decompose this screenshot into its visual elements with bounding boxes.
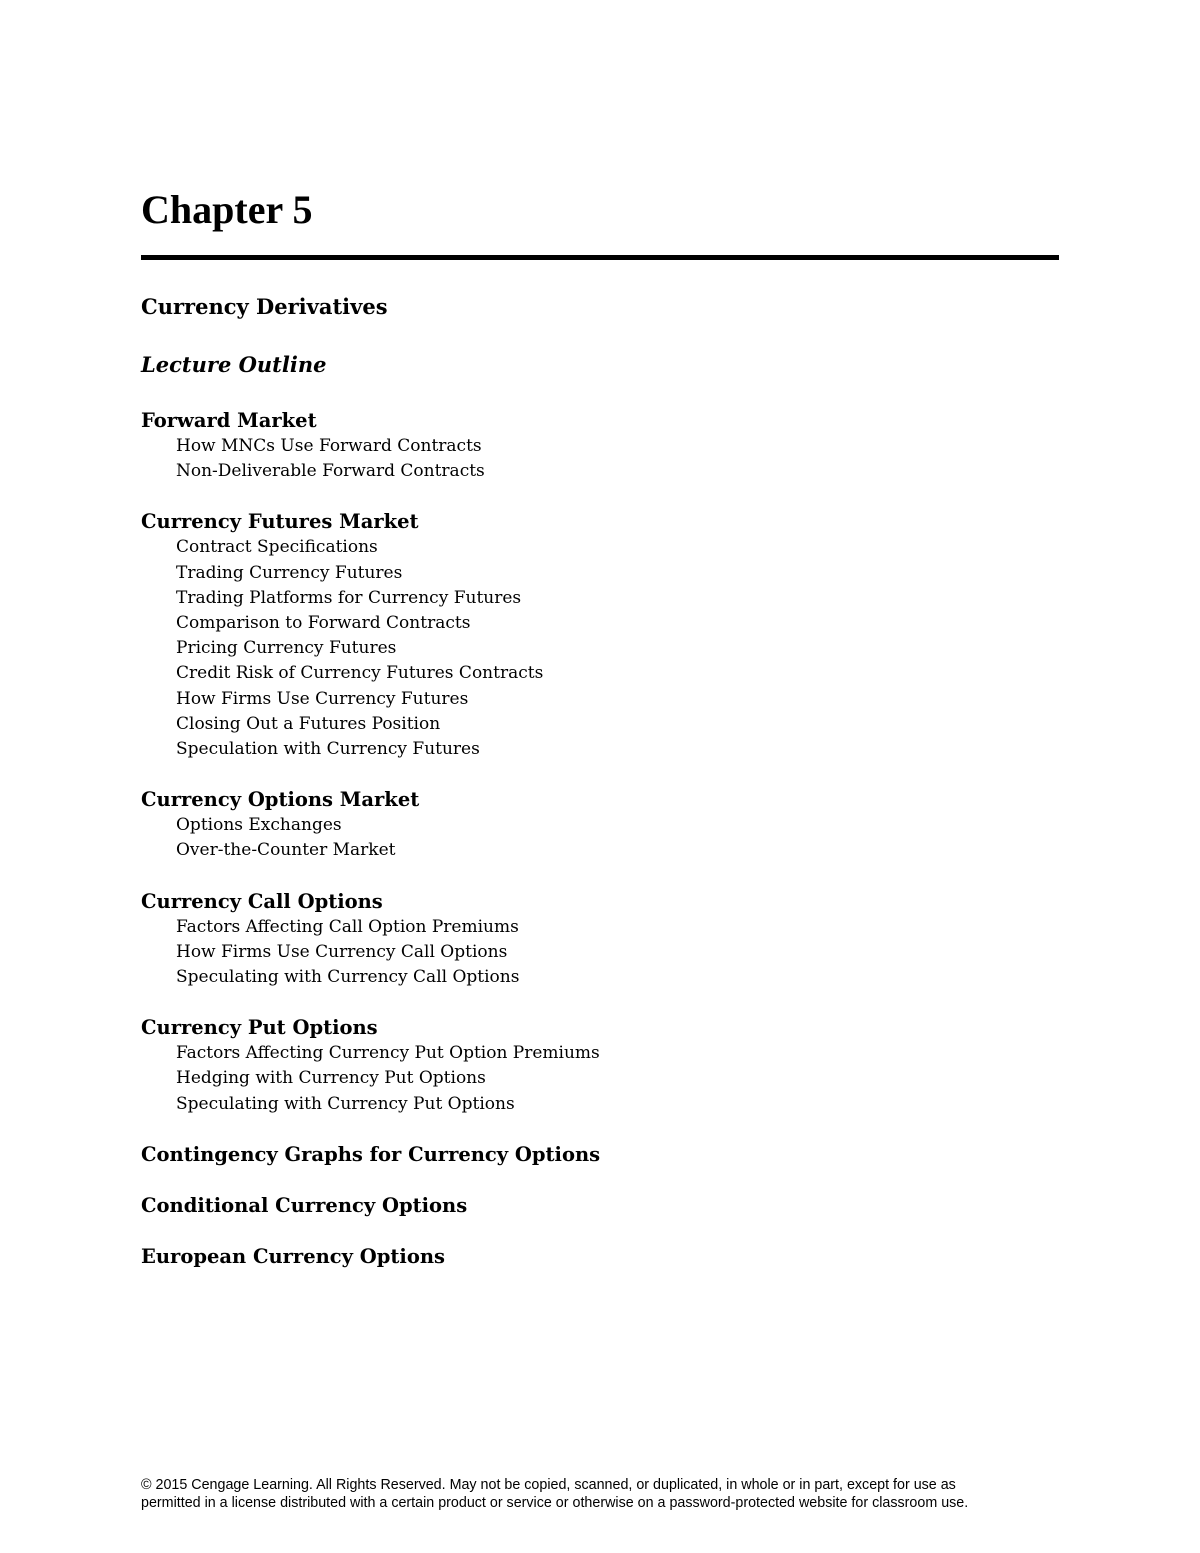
outline-item: How Firms Use Currency Futures (176, 688, 469, 709)
section-items (141, 434, 1081, 484)
outline-item: Trading Platforms for Currency Futures (176, 587, 522, 608)
section-title: European Currency Options (141, 1244, 445, 1268)
section-items (141, 1041, 1081, 1117)
outline-section (141, 408, 1081, 484)
outline-section (141, 1193, 1081, 1219)
section-title: Currency Put Options (141, 1016, 378, 1040)
copyright-line-1: © 2015 Cengage Learning. All Rights Reserved. May not be copied, scanned, or duplicated, in whole or in part, except for use as (141, 1477, 956, 1493)
section-title: Conditional Currency Options (141, 1193, 468, 1217)
section-title: Currency Options Market (141, 788, 420, 812)
section-items (141, 535, 1081, 762)
outline-item: Speculation with Currency Futures (176, 739, 480, 760)
outline-item: How MNCs Use Forward Contracts (176, 436, 482, 456)
lecture-outline (141, 408, 1081, 1295)
section-title: Forward Market (141, 409, 317, 432)
section-items (141, 813, 1081, 863)
section-title: Currency Futures Market (141, 510, 419, 534)
outline-section (141, 1142, 1081, 1168)
outline-item: Over-the-Counter Market (176, 840, 396, 861)
copyright-line-2: permitted in a license distributed with a certain product or service or otherwise on a password-protected website for classroom use. (141, 1495, 969, 1511)
outline-section (141, 1015, 1081, 1117)
outline-item: Speculating with Currency Put Options (176, 1093, 515, 1114)
outline-item: Comparison to Forward Contracts (176, 613, 471, 634)
outline-section (141, 889, 1081, 991)
outline-item: Contract Specifications (176, 537, 378, 558)
outline-item: Factors Affecting Currency Put Option Premiums (176, 1043, 600, 1064)
outline-heading: Lecture Outline (141, 352, 327, 377)
section-title: Contingency Graphs for Currency Options (141, 1142, 601, 1166)
outline-item: Trading Currency Futures (176, 562, 403, 583)
outline-item: Speculating with Currency Call Options (176, 967, 520, 988)
outline-section (141, 787, 1081, 863)
outline-item: Credit Risk of Currency Futures Contracts (176, 663, 544, 684)
outline-item: Closing Out a Futures Position (176, 713, 441, 734)
title-divider (141, 255, 1059, 260)
outline-item: How Firms Use Currency Call Options (176, 941, 508, 962)
chapter-subtitle: Currency Derivatives (141, 294, 388, 319)
section-title: Currency Call Options (141, 889, 383, 913)
outline-section (141, 509, 1081, 762)
section-items (141, 915, 1081, 991)
chapter-title: Chapter 5 (141, 187, 313, 232)
outline-item: Hedging with Currency Put Options (176, 1068, 486, 1089)
outline-item: Pricing Currency Futures (176, 638, 397, 659)
copyright-footer (141, 1476, 1081, 1512)
outline-item: Factors Affecting Call Option Premiums (176, 916, 519, 937)
outline-section (141, 1244, 1081, 1270)
outline-item: Non-Deliverable Forward Contracts (176, 461, 485, 482)
outline-item: Options Exchanges (176, 815, 342, 836)
